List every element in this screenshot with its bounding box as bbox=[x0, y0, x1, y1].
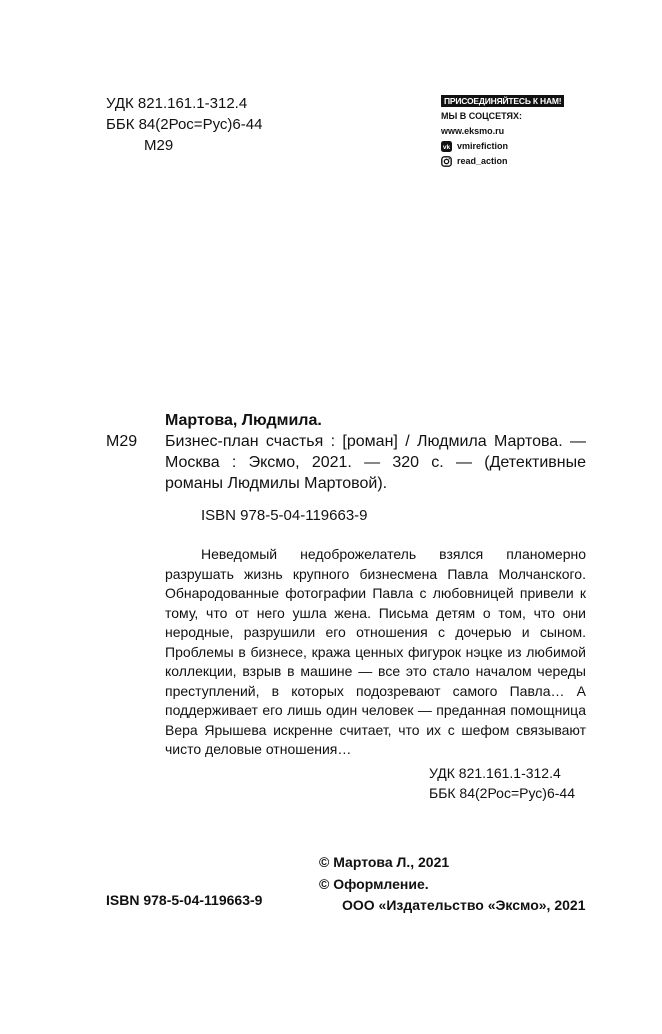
social-heading: МЫ В СОЦСЕТЯХ: bbox=[441, 111, 523, 121]
vk-handle: vmirefiction bbox=[457, 141, 509, 151]
vk-icon bbox=[441, 141, 452, 152]
vk-link[interactable] bbox=[441, 139, 587, 154]
udk-code: УДК 821.161.1-312.4 bbox=[106, 95, 248, 112]
social-block bbox=[441, 94, 587, 169]
record-description: Бизнес-план счастья : [роман] / Людмила Мартова. — Москва : Эксмо, 2021. — 320 с. — (Детективные романы Людмилы Мартовой). bbox=[165, 433, 586, 492]
website-link[interactable]: www.eksmo.ru bbox=[441, 126, 505, 136]
instagram-handle: read_action bbox=[457, 156, 508, 166]
udk-code-bottom: УДК 821.161.1-312.4 bbox=[429, 765, 561, 781]
record-entry bbox=[106, 431, 586, 494]
bibliographic-record bbox=[106, 410, 586, 526]
record-mark: М29 bbox=[106, 433, 138, 450]
copyright-author: © Мартова Л., 2021 bbox=[319, 854, 450, 870]
classification-block-bottom bbox=[429, 763, 575, 803]
copyright-publisher: ООО «Издательство «Эксмо», 2021 bbox=[342, 897, 586, 913]
svg-text:vk: vk bbox=[442, 144, 451, 151]
copyright-design: © Оформление. bbox=[319, 875, 429, 892]
isbn-bottom: ISBN 978-5-04-119663-9 bbox=[106, 892, 263, 908]
record-isbn: ISBN 978-5-04-119663-9 bbox=[201, 507, 368, 524]
join-us-banner: ПРИСОЕДИНЯЙТЕСЬ К НАМ! bbox=[441, 95, 564, 107]
record-author: Мартова, Людмила. bbox=[165, 412, 322, 429]
instagram-link[interactable] bbox=[441, 154, 587, 169]
annotation-text: Неведомый недоброжелатель взялся планомерно разрушать жизнь крупного бизнесмена Павла Молчанского. Обнародованные фотографии Павла с любовницей привели к тому, что от него ушла жена. Письма детям о том, что они неродные, разрушили его отношения с дочерью и сыном. Проблемы в бизнесе, кража ценных фигурок нэцке из любимой коллекции, взрыв в машине — все это стало началом череды преступлений, в которых подозревают самого Павла… А поддерживает его лишь один человек — преданная помощница Вера Ярышева искренне считает, что их с шефом связывают чисто деловые отношения… bbox=[165, 546, 586, 757]
bbk-code-bottom: ББК 84(2Рос=Рус)6-44 bbox=[429, 785, 575, 801]
classification-block-top bbox=[106, 93, 262, 156]
copyright-block bbox=[319, 852, 585, 917]
instagram-icon bbox=[441, 156, 452, 167]
annotation bbox=[165, 545, 586, 760]
bbk-code: ББК 84(2Рос=Рус)6-44 bbox=[106, 116, 263, 133]
author-mark: М29 bbox=[144, 137, 174, 154]
